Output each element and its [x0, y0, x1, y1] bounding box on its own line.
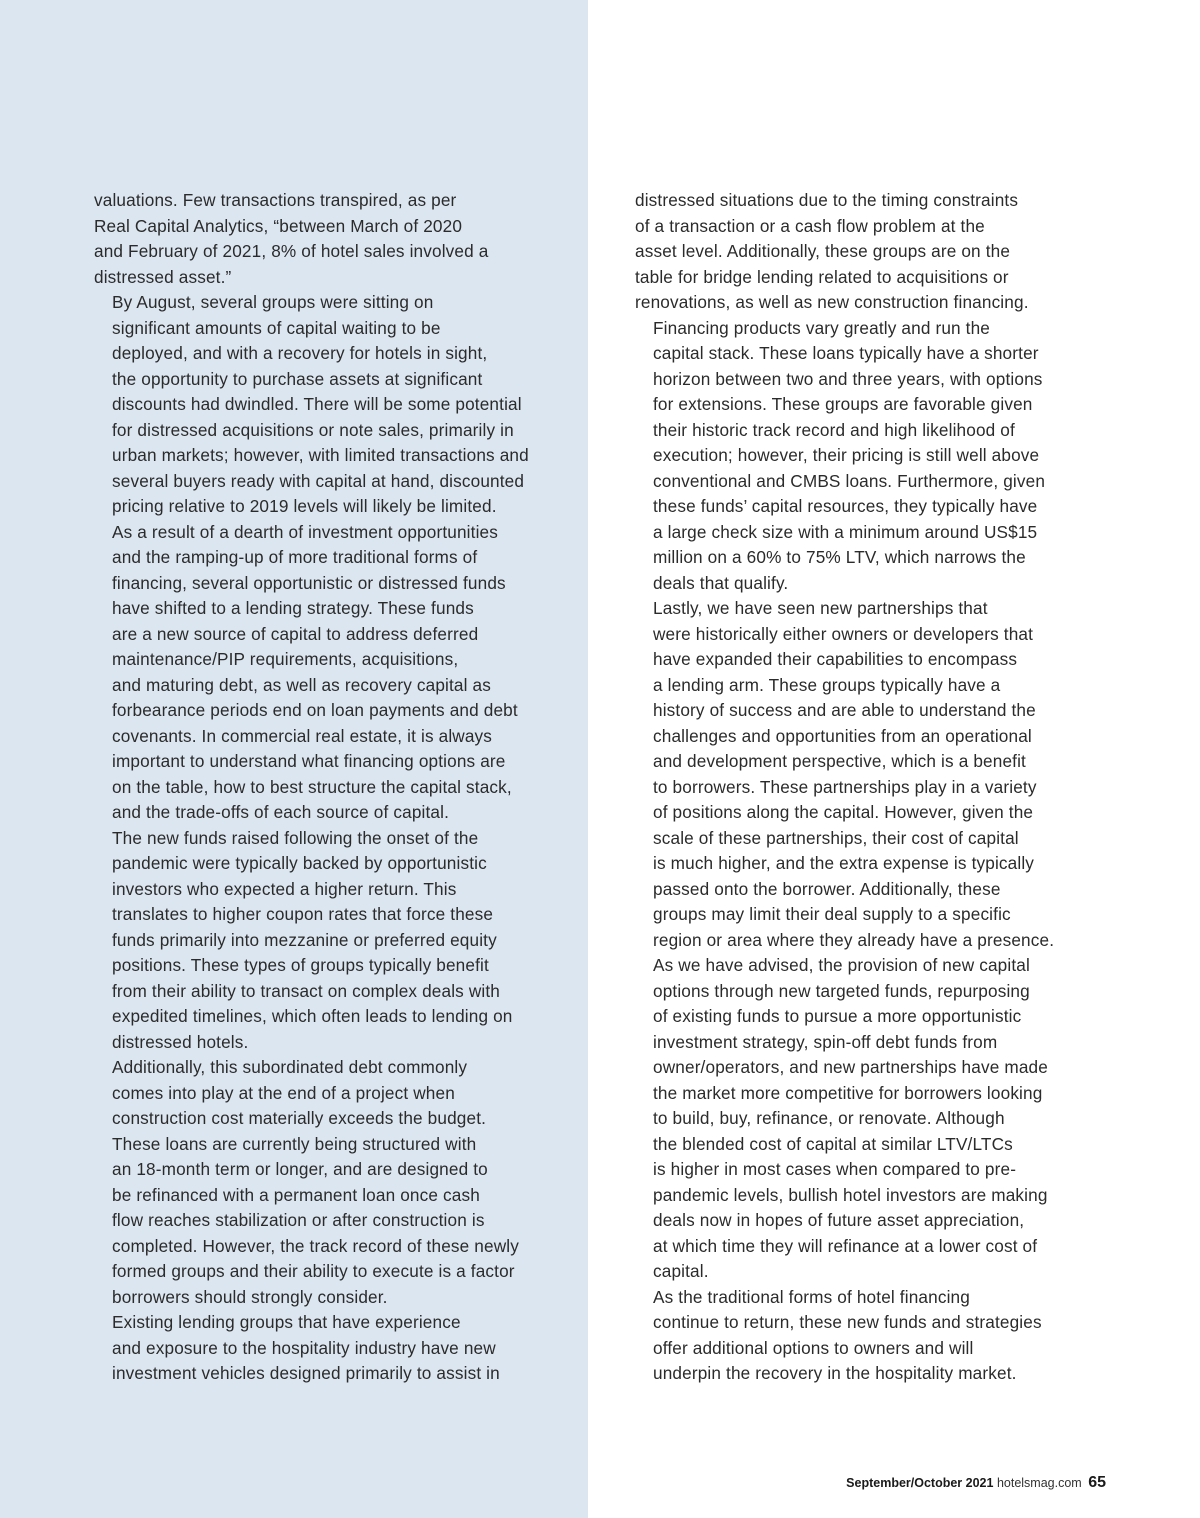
- text-line: conventional and CMBS loans. Furthermore, given: [653, 470, 1046, 491]
- text-line: construction cost materially exceeds the budget.: [112, 1108, 487, 1128]
- text-line: scale of these partnerships, their cost of capital: [653, 827, 1019, 848]
- text-line: comes into play at the end of a project when: [112, 1082, 455, 1103]
- text-line: deployed, and with a recovery for hotels in sight,: [112, 343, 488, 363]
- text-line: important to understand what financing options are: [112, 751, 506, 771]
- text-line: As we have advised, the provision of new capital: [653, 955, 1030, 975]
- text-line: of positions along the capital. However, given the: [653, 802, 1034, 822]
- text-line: expedited timelines, which often leads to lending on: [112, 1006, 513, 1026]
- text-line: asset level. Additionally, these groups are on the: [635, 241, 1011, 261]
- text-line: offer additional options to owners and will: [653, 1337, 974, 1358]
- text-line: flow reaches stabilization or after construction is: [112, 1210, 485, 1230]
- paragraph: [635, 316, 1090, 597]
- paragraph: [94, 1310, 570, 1387]
- text-line: of a transaction or a cash flow problem at the: [635, 215, 985, 236]
- text-line: these funds’ capital resources, they typically have: [653, 496, 1038, 516]
- text-line: valuations. Few transactions transpired, as per: [94, 190, 457, 210]
- text-line: By August, several groups were sitting on: [112, 292, 434, 312]
- article-column-right: [635, 188, 1090, 1387]
- text-line: positions. These types of groups typically benefit: [112, 955, 489, 975]
- text-line: significant amounts of capital waiting to be: [112, 317, 441, 338]
- text-line: a lending arm. These groups typically have a: [653, 674, 1001, 695]
- text-line: million on a 60% to 75% LTV, which narrows the: [653, 547, 1026, 567]
- paragraph: [94, 520, 570, 826]
- text-line: and the ramping-up of more traditional forms of: [112, 547, 478, 567]
- text-line: Existing lending groups that have experience: [112, 1312, 461, 1332]
- text-line: the opportunity to purchase assets at significant: [112, 368, 483, 389]
- text-line: have shifted to a lending strategy. These funds: [112, 598, 474, 618]
- text-line: are a new source of capital to address deferred: [112, 623, 479, 644]
- text-line: the blended cost of capital at similar LTV/LTCs: [653, 1133, 1013, 1154]
- text-line: capital.: [653, 1261, 709, 1281]
- text-line: and exposure to the hospitality industry have new: [112, 1337, 496, 1358]
- text-line: execution; however, their pricing is still well above: [653, 445, 1040, 465]
- paragraph: [94, 826, 570, 1056]
- text-line: and maturing debt, as well as recovery capital as: [112, 674, 491, 695]
- text-line: is much higher, and the extra expense is typically: [653, 853, 1035, 873]
- text-line: a large check size with a minimum around US$15: [653, 521, 1038, 542]
- text-line: were historically either owners or developers that: [653, 623, 1034, 644]
- text-line: These loans are currently being structured with: [112, 1133, 477, 1154]
- text-line: covenants. In commercial real estate, it is always: [112, 725, 493, 746]
- text-line: several buyers ready with capital at hand, discounted: [112, 470, 525, 491]
- text-line: Real Capital Analytics, “between March of 2020: [94, 215, 463, 236]
- text-line: investors who expected a higher return. This: [112, 878, 457, 899]
- text-line: deals now in hopes of future asset appreciation,: [653, 1210, 1025, 1230]
- text-line: and February of 2021, 8% of hotel sales involved a: [94, 241, 489, 261]
- text-line: Financing products vary greatly and run the: [653, 317, 991, 338]
- text-line: options through new targeted funds, repurposing: [653, 980, 1030, 1001]
- text-line: distressed asset.”: [94, 266, 232, 287]
- page-footer: [846, 1474, 1106, 1492]
- text-line: discounts had dwindled. There will be some potential: [112, 394, 522, 414]
- text-line: and the trade-offs of each source of capital.: [112, 802, 450, 822]
- text-line: history of success and are able to understand the: [653, 700, 1036, 720]
- text-line: capital stack. These loans typically have a shorter: [653, 343, 1039, 363]
- text-line: pandemic levels, bullish hotel investors are making: [653, 1184, 1048, 1205]
- text-line: of existing funds to pursue a more opportunistic: [653, 1006, 1022, 1026]
- article-column-left: [94, 188, 570, 1387]
- text-line: Additionally, this subordinated debt commonly: [112, 1057, 468, 1077]
- paragraph: [94, 188, 570, 290]
- text-line: to build, buy, refinance, or renovate. Although: [653, 1108, 1005, 1128]
- text-line: investment vehicles designed primarily to assist in: [112, 1363, 500, 1383]
- paragraph: [635, 188, 1090, 316]
- text-line: challenges and opportunities from an operational: [653, 725, 1032, 746]
- text-line: on the table, how to best structure the capital stack,: [112, 776, 512, 797]
- text-line: the market more competitive for borrowers looking: [653, 1082, 1043, 1103]
- text-line: completed. However, the track record of these newly: [112, 1235, 519, 1256]
- text-line: table for bridge lending related to acquisitions or: [635, 266, 1009, 287]
- text-line: borrowers should strongly consider.: [112, 1286, 388, 1307]
- text-line: is higher in most cases when compared to pre-: [653, 1159, 1017, 1179]
- text-line: for distressed acquisitions or note sales, primarily in: [112, 419, 514, 440]
- text-line: investment strategy, spin-off debt funds from: [653, 1031, 998, 1052]
- website-url: hotelsmag.com: [996, 1476, 1082, 1490]
- paragraph: [94, 290, 570, 520]
- paragraph: [635, 953, 1090, 1285]
- text-line: funds primarily into mezzanine or preferred equity: [112, 929, 497, 950]
- paragraph: [635, 1285, 1090, 1387]
- text-line: for extensions. These groups are favorable given: [653, 394, 1033, 414]
- issue-date: September/October 2021: [846, 1476, 994, 1490]
- text-line: be refinanced with a permanent loan once cash: [112, 1184, 480, 1205]
- text-line: translates to higher coupon rates that force these: [112, 904, 494, 924]
- text-line: financing, several opportunistic or distressed funds: [112, 572, 506, 593]
- text-line: forbearance periods end on loan payments and debt: [112, 700, 518, 720]
- text-line: from their ability to transact on complex deals with: [112, 980, 500, 1001]
- text-line: deals that qualify.: [653, 572, 789, 593]
- text-line: distressed hotels.: [112, 1031, 249, 1052]
- text-line: at which time they will refinance at a lower cost of: [653, 1235, 1038, 1256]
- text-line: passed onto the borrower. Additionally, these: [653, 878, 1001, 899]
- text-line: to borrowers. These partnerships play in a variety: [653, 776, 1037, 797]
- text-line: groups may limit their deal supply to a specific: [653, 904, 1011, 924]
- text-line: owner/operators, and new partnerships have made: [653, 1057, 1048, 1077]
- paragraph: [635, 596, 1090, 953]
- text-line: continue to return, these new funds and strategies: [653, 1312, 1042, 1332]
- text-line: horizon between two and three years, with options: [653, 368, 1043, 389]
- text-line: maintenance/PIP requirements, acquisitions,: [112, 649, 459, 669]
- text-line: distressed situations due to the timing constraints: [635, 190, 1019, 210]
- text-line: and development perspective, which is a benefit: [653, 751, 1026, 771]
- text-line: formed groups and their ability to execute is a factor: [112, 1261, 515, 1281]
- page-number: 65: [1088, 1474, 1106, 1491]
- text-line: pricing relative to 2019 levels will likely be limited.: [112, 496, 497, 516]
- text-line: Lastly, we have seen new partnerships that: [653, 598, 988, 618]
- text-line: renovations, as well as new construction financing.: [635, 292, 1029, 312]
- text-line: have expanded their capabilities to encompass: [653, 649, 1018, 669]
- text-line: As the traditional forms of hotel financing: [653, 1286, 970, 1307]
- text-line: urban markets; however, with limited transactions and: [112, 445, 529, 465]
- text-line: an 18-month term or longer, and are designed to: [112, 1159, 488, 1179]
- paragraph: [94, 1055, 570, 1310]
- text-line: pandemic were typically backed by opportunistic: [112, 853, 487, 873]
- text-line: As a result of a dearth of investment opportunities: [112, 521, 498, 542]
- text-line: region or area where they already have a presence.: [653, 929, 1055, 950]
- text-line: their historic track record and high likelihood of: [653, 419, 1015, 440]
- text-line: The new funds raised following the onset of the: [112, 827, 479, 848]
- text-line: underpin the recovery in the hospitality market.: [653, 1363, 1017, 1383]
